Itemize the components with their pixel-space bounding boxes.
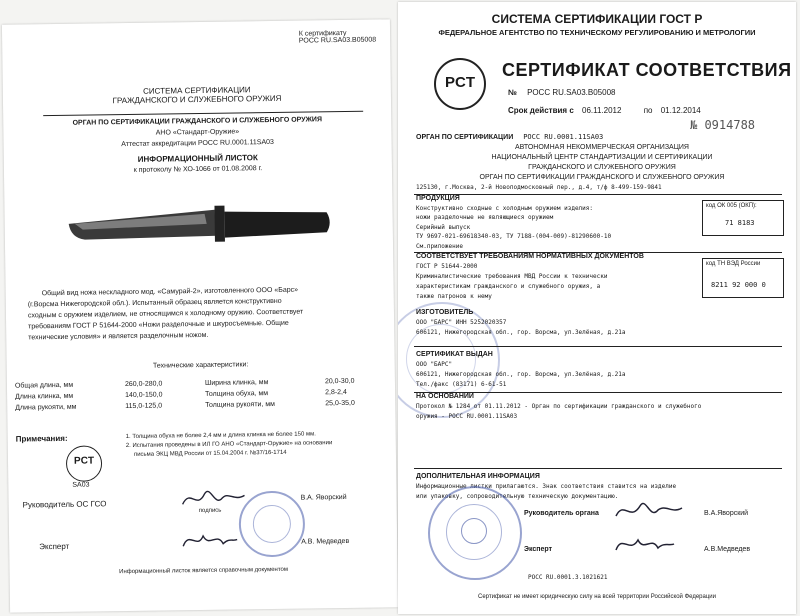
agency-title: ФЕДЕРАЛЬНОЕ АГЕНТСТВО ПО ТЕХНИЧЕСКОМУ РЕГУЛИРОВАНИЮ И МЕТРОЛОГИИ [438, 28, 756, 37]
spec-value: 25,0-35,0 [325, 399, 355, 408]
spec-label: Общая длина, мм [14, 381, 74, 390]
organ-address: 125130, г.Москва, 2-й Новоподмосковный пер., д.4, т/ф 8-499-159-9841 [416, 184, 662, 191]
conform-block [416, 252, 706, 302]
organ-code: РОСС RU.0001.11SA03 [523, 133, 604, 141]
knife-handle [225, 210, 330, 237]
info-title: ИНФОРМАЦИОННЫЙ ЛИСТОК [137, 153, 258, 164]
system-line2: ГРАЖДАНСКОГО И СЛУЖЕБНОГО ОРУЖИЯ [112, 93, 282, 106]
okp-box [702, 200, 784, 236]
no-label: № [508, 88, 517, 97]
serial-number: № 0914788 [690, 118, 756, 132]
organ-line: ОРГАН ПО СЕРТИФИКАЦИИ ГРАЖДАНСКОГО И СЛУЖЕБНОГО ОРУЖИЯ [479, 174, 725, 181]
tnved-value: 8211 92 000 0 [711, 281, 766, 289]
head-name: В.А. Яворский [300, 493, 347, 502]
ref-block [299, 30, 376, 45]
head-label: Руководитель органа [524, 510, 599, 517]
expert-name: А.В. Медведев [301, 537, 350, 546]
protocol-line: к протоколу № ХО-1066 от 01.08.2008 г. [133, 165, 263, 174]
maker-block [416, 308, 776, 338]
spec-label: Длина клинка, мм [15, 392, 74, 401]
tnved-box [702, 258, 784, 298]
system-title: СИСТЕМА СЕРТИФИКАЦИИ ГОСТ Р [491, 12, 703, 26]
organ-line: ГРАЖДАНСКОГО И СЛУЖЕБНОГО ОРУЖИЯ [528, 164, 676, 171]
organ-line: НАЦИОНАЛЬНЫЙ ЦЕНТР СТАНДАРТИЗАЦИИ И СЕРТИФИКАЦИИ [491, 154, 713, 161]
valid-from: 06.11.2012 [582, 106, 622, 115]
product-line: ТУ 9697-021-69618340-03, ТУ 7188-(004-009)-81290600-10 [416, 233, 612, 240]
desc-line: (г.Ворсма Нижегородской обл.). Испытанный образец является конструктивно [27, 297, 282, 309]
specs-title: Технические характеристики: [152, 361, 249, 370]
okp-value: 71 8183 [725, 219, 755, 227]
spec-label: Длина рукояти, мм [15, 403, 77, 412]
tnved-label: код ТН ВЭД России [706, 261, 761, 267]
divider [414, 468, 782, 469]
conform-line: Криминалистические требования МВД России к технически [416, 273, 608, 280]
issued-label: СЕРТИФИКАТ ВЫДАН [416, 351, 493, 358]
divider [414, 346, 782, 347]
issued-block [416, 350, 776, 390]
organ-line2: АНО «Стандарт-Оружие» [155, 128, 240, 137]
desc-line: Общий вид ножа нескладного мод. «Самурай-2», изготовленного ООО «Барс» [41, 286, 299, 298]
conform-line: ГОСТ Р 51644-2000 [416, 263, 478, 270]
product-label: ПРОДУКЦИЯ [416, 195, 460, 202]
desc-line: сходным с оружием изделием, не относящимся к холодному оружию. Соответствует [27, 308, 304, 320]
spec-value: 115,0-125,0 [125, 402, 163, 411]
notes-label: Примечания: [15, 433, 68, 444]
ref-label: К сертификату [298, 29, 347, 38]
product-line: Конструктивно сходные с холодным оружием изделия: [416, 204, 594, 212]
footer-note: Информационный листок является справочным документом [119, 566, 289, 576]
ref-number: РОСС RU.SA03.B05008 [298, 36, 377, 45]
head-signature-icon [612, 496, 686, 524]
organ-block [3, 113, 391, 151]
organ-label: ОРГАН ПО СЕРТИФИКАЦИИ [416, 134, 514, 141]
addinfo-line: Информационные листки прилагаются. Знак соответствия ставится на изделие [416, 483, 677, 490]
desc-line: технические условия» и является разделочным ножом. [28, 331, 209, 342]
validity [508, 106, 701, 115]
system-line1: СИСТЕМА СЕРТИФИКАЦИИ [143, 85, 251, 96]
no-value: РОСС RU.SA03.B05008 [527, 88, 616, 97]
cert-number [508, 88, 615, 97]
issued-line: 606121, Нижегородская обл., гор. Ворсма, ул.Зелёная, д.21а [416, 371, 626, 378]
head-name: В.А.Яворский [704, 510, 749, 517]
valid-to: 01.12.2014 [660, 106, 701, 115]
maker-line: 606121, Нижегородская обл., гор. Ворсма, ул.Зелёная, д.21а [416, 329, 626, 336]
spec-value: 20,0-30,0 [324, 377, 355, 386]
product-line: Серийный выпуск [416, 223, 471, 231]
organ-seal-icon [428, 486, 522, 580]
basis-line: оружия - РОСС RU.0001.11SA03 [416, 413, 518, 420]
expert-name: А.В.Медведев [704, 546, 751, 553]
expert-label: Эксперт [39, 541, 70, 552]
conform-line: характеристикам гражданского и служебного оружия, а [416, 283, 601, 290]
spec-label: Толщина рукояти, мм [205, 400, 275, 409]
expert-signature-icon [612, 532, 676, 558]
certification-logo-icon: PCT [66, 445, 102, 481]
head-label: Руководитель ОС ГСО [22, 499, 107, 510]
bottom-code: РОСС RU.0001.3.1021621 [528, 574, 608, 581]
okp-label: код ОК 005 (ОКП): [706, 203, 757, 209]
certificate [398, 2, 796, 614]
knife-guard [214, 206, 225, 242]
footer-note: Сертификат не имеет юридическую силу на всей территории Российской Федерации [477, 594, 716, 600]
specs-table [15, 375, 385, 413]
spec-label: Ширина клинка, мм [204, 379, 269, 387]
organ-line3: Аттестат аккредитации РОСС RU.0001.11SA03 [121, 138, 274, 149]
expert-label: Эксперт [524, 546, 553, 553]
organ-line: АВТОНОМНАЯ НЕКОММЕРЧЕСКАЯ ОРГАНИЗАЦИЯ [515, 144, 689, 151]
spec-value: 2,8-2,4 [325, 388, 347, 397]
information-sheet [2, 19, 398, 612]
product-line: ножи разделочные не являющиеся оружием [416, 214, 554, 221]
validity-label: Срок действия с [508, 106, 574, 115]
issued-line: Тел./факс (83171) 6-61-51 [416, 381, 507, 388]
basis-label: НА ОСНОВАНИИ [416, 393, 474, 400]
conform-label: СООТВЕТСТВУЕТ ТРЕБОВАНИЯМ НОРМАТИВНЫХ ДОКУМЕНТОВ [416, 253, 644, 260]
knife-image [64, 198, 335, 272]
spec-value: 140,0-150,0 [125, 391, 163, 400]
description [28, 284, 377, 344]
basis-line: Протокол № 1284 от 01.11.2012 - Орган по сертификации гражданского и служебного [416, 403, 702, 410]
product-block [416, 194, 696, 251]
system-title [3, 83, 391, 106]
addinfo-label: ДОПОЛНИТЕЛЬНАЯ ИНФОРМАЦИЯ [416, 473, 540, 480]
round-stamp-icon [238, 491, 305, 558]
note-line: письма ЭКЦ МВД России от 15.04.2004 г. №37/16-1714 [133, 449, 287, 458]
spec-label: Толщина обуха, мм [205, 390, 269, 398]
notes [126, 430, 333, 460]
spec-value: 260,0-280,0 [124, 380, 163, 389]
expert-signature-icon [179, 527, 239, 554]
note-line: 1. Толщина обуха не более 2,4 мм и длина клинка не более 150 мм. [125, 431, 316, 441]
note-line: 2. Испытания проведены в ИЛ ГО АНО «Стандарт-Оружие» на основании [125, 440, 333, 450]
organ-block [416, 132, 788, 193]
product-line: См.приложение [416, 242, 463, 250]
validity-to-label: по [643, 106, 653, 115]
logo-code: SA03 [72, 481, 90, 489]
maker-label: ИЗГОТОВИТЕЛЬ [416, 309, 474, 316]
certificate-title: СЕРТИФИКАТ СООТВЕТСТВИЯ [502, 60, 792, 80]
addinfo-line: или упаковку, сопроводительную техническую документацию. [416, 493, 619, 500]
conform-line: также патронов к нему [416, 293, 492, 300]
issued-line: ООО "БАРС" [416, 361, 453, 368]
basis-block [416, 392, 786, 422]
sign-caption: подпись [198, 507, 222, 515]
organ-line1: ОРГАН ПО СЕРТИФИКАЦИИ ГРАЖДАНСКОГО И СЛУЖЕБНОГО ОРУЖИЯ [72, 116, 323, 127]
desc-line: требованиям ГОСТ Р 51644-2000 «Ножи разделочные и шкуросъемные. Общие [28, 319, 289, 331]
maker-line: ООО "БАРС" ИНН 5252020357 [416, 319, 507, 326]
gost-r-logo-icon: PCT [434, 58, 486, 110]
